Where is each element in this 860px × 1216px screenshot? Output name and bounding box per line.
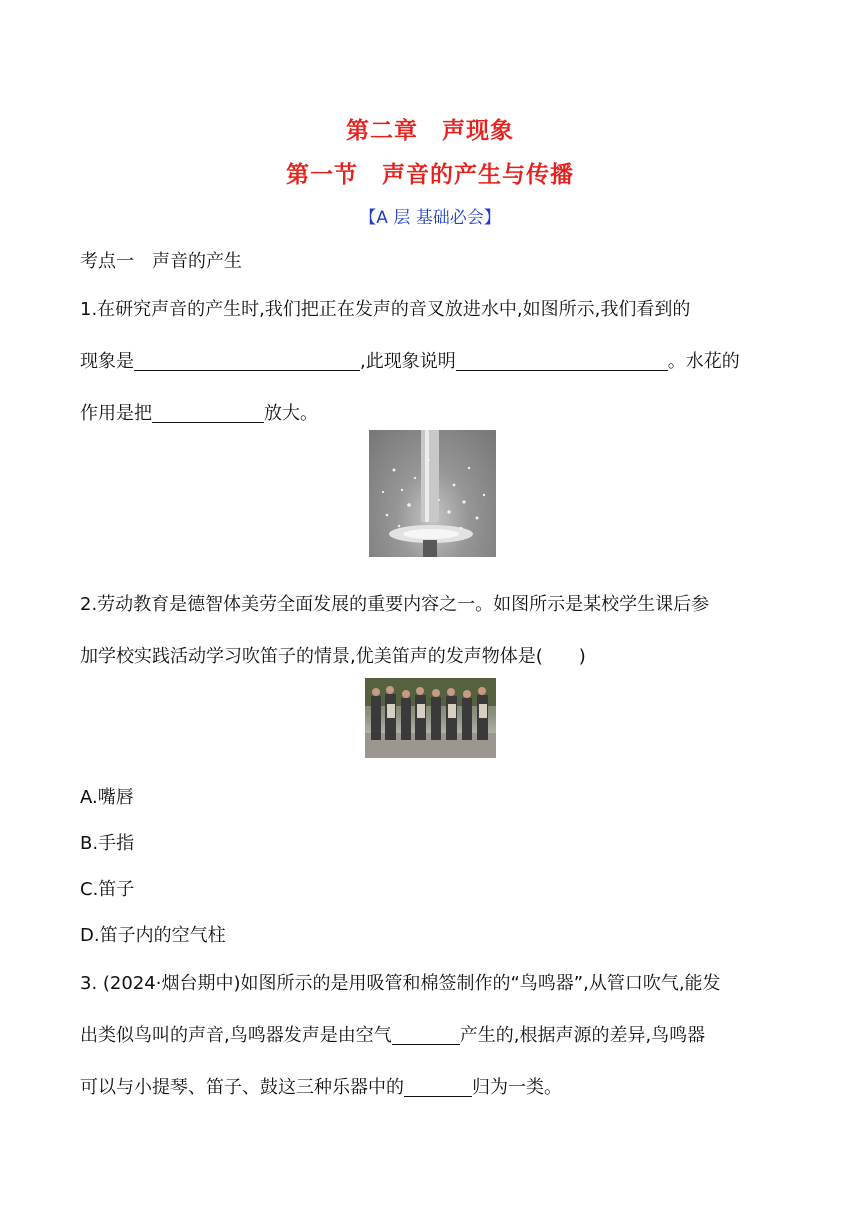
flute-students-image [365,678,496,758]
answer-blank-3[interactable] [152,398,264,423]
q1-line1: 1.在研究声音的产生时,我们把正在发声的音叉放进水中,如图所示,我们看到的 [80,299,691,320]
topic-heading: 考点一 声音的产生 [80,251,242,272]
question-3 [80,958,790,1114]
question-2 [80,579,790,683]
question-1 [80,284,790,440]
q3-text: 归为一类。 [472,1077,562,1098]
q3-text: 可以与小提琴、笛子、鼓这三种乐器中的 [80,1077,404,1098]
answer-blank-5[interactable] [404,1072,472,1097]
q3-text: 产生的,根据声源的差异,鸟鸣器 [459,1025,706,1046]
answer-blank-2[interactable] [456,346,668,371]
q1-text: ,此现象说明 [360,351,456,372]
q1-text: 现象是 [80,351,134,372]
chapter-title: 第二章 声现象 [346,118,514,144]
q3-text: 出类似鸟叫的声音,鸟鸣器发声是由空气 [80,1025,392,1046]
q3-line1: 3. (2024·烟台期中)如图所示的是用吸管和棉签制作的“鸟鸣器”,从管口吹气,能发 [80,973,721,994]
q1-line2 [80,336,790,388]
q3-line3 [80,1062,790,1114]
q1-text: 作用是把 [80,403,152,424]
tuning-fork-water-image [369,430,496,557]
option-a[interactable]: A.嘴唇 [80,787,134,808]
q1-text: 放大。 [264,403,318,424]
q2-options [80,775,790,959]
level-label: 【A 层 基础必会】 [359,208,501,228]
answer-blank-1[interactable] [134,346,360,371]
answer-blank-4[interactable] [392,1020,460,1045]
option-d[interactable]: D.笛子内的空气柱 [80,925,226,946]
option-c[interactable]: C.笛子 [80,879,135,900]
q2-line2: 加学校实践活动学习吹笛子的情景,优美笛声的发声物体是( ) [80,646,586,667]
q3-line2 [80,1010,790,1062]
option-b[interactable]: B.手指 [80,833,135,854]
q1-text: 。水花的 [667,351,740,372]
q2-line1: 2.劳动教育是德智体美劳全面发展的重要内容之一。如图所示是某校学生课后参 [80,594,710,615]
section-title: 第一节 声音的产生与传播 [286,162,574,188]
